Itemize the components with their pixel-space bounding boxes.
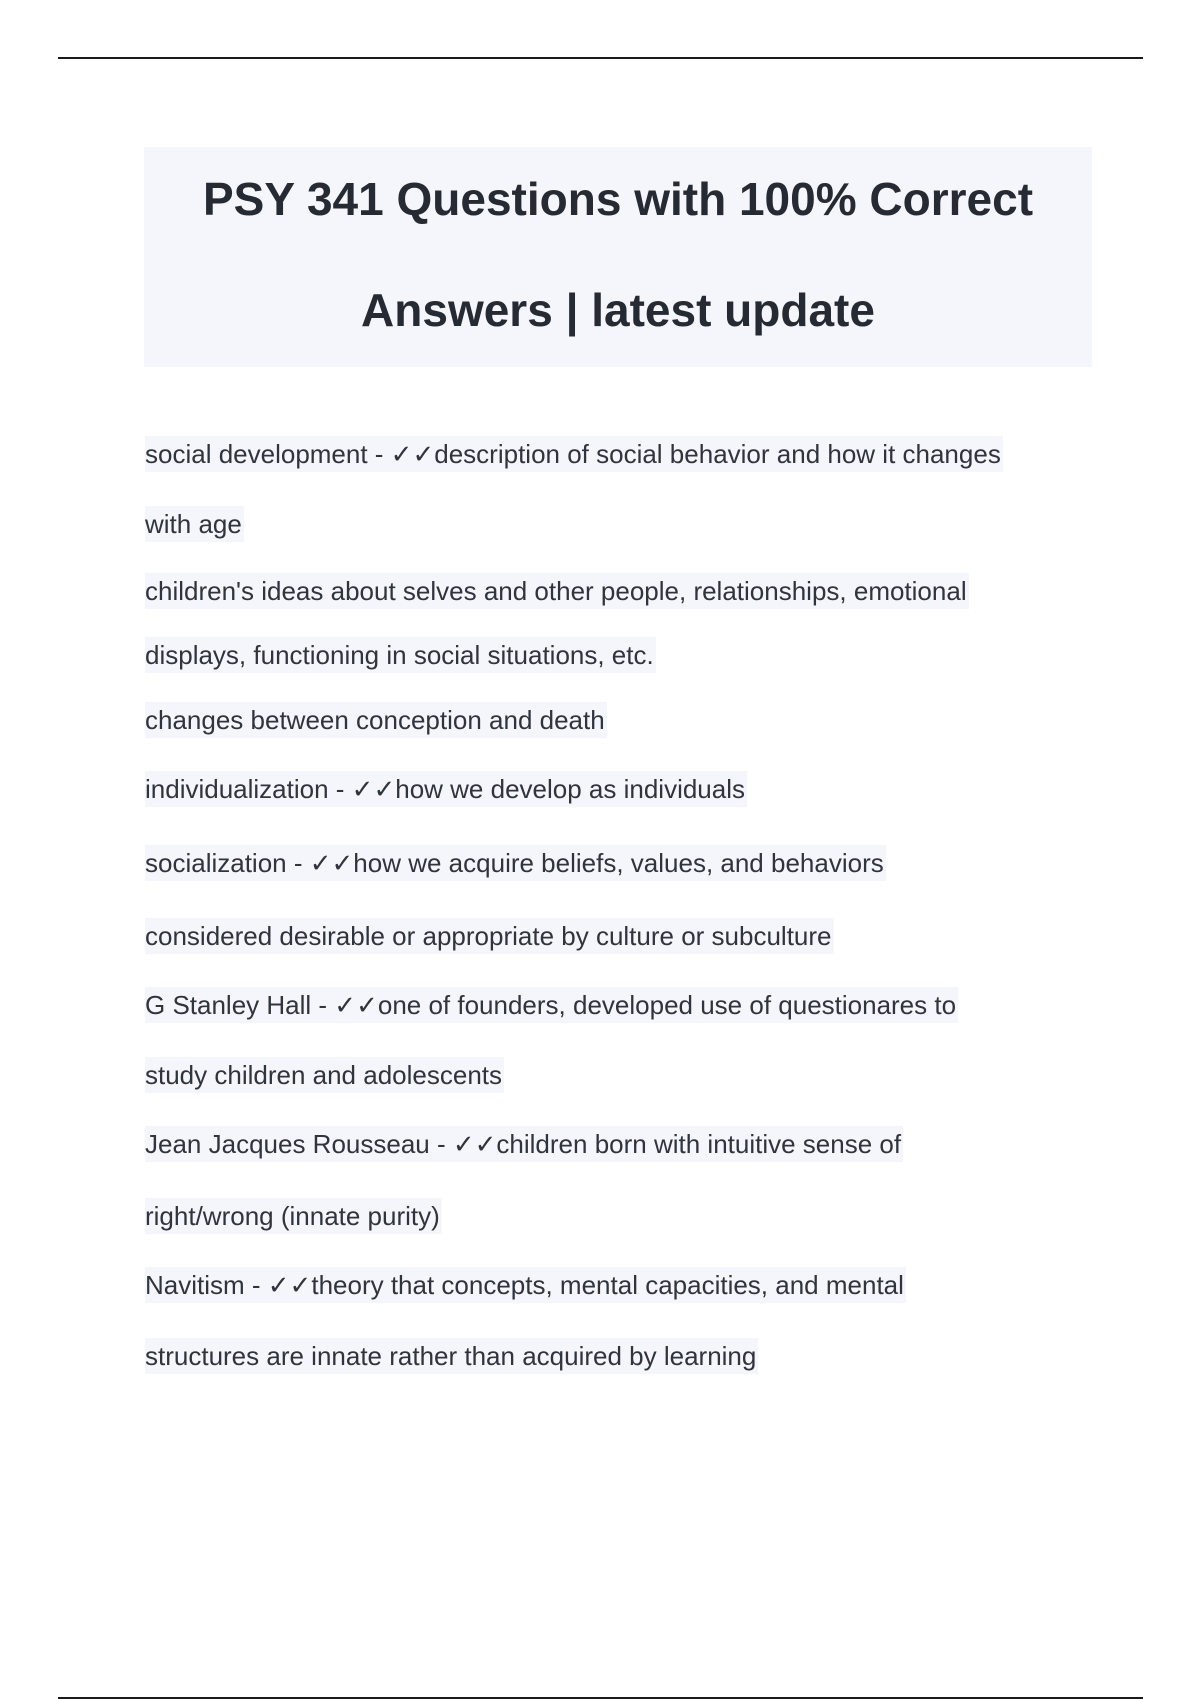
text-line-7: socialization - ✓✓how we acquire beliefs, values, and behaviors <box>145 845 886 881</box>
text-line-5: changes between conception and death <box>145 702 607 738</box>
header-rule <box>58 57 1143 59</box>
text-line-11: Jean Jacques Rousseau - ✓✓children born with intuitive sense of <box>145 1126 903 1162</box>
text-line-12: right/wrong (innate purity) <box>145 1198 442 1234</box>
document-title-line-1: PSY 341 Questions with 100% Correct <box>202 173 1034 225</box>
footer-rule <box>58 1697 1143 1699</box>
text-line-4: displays, functioning in social situations, etc. <box>145 637 656 673</box>
text-line-3: children's ideas about selves and other people, relationships, emotional <box>145 573 969 609</box>
text-line-2: with age <box>145 506 244 542</box>
text-line-8: considered desirable or appropriate by culture or subculture <box>145 918 834 954</box>
text-line-6: individualization - ✓✓how we develop as individuals <box>145 771 747 807</box>
text-line-9: G Stanley Hall - ✓✓one of founders, developed use of questionares to <box>145 987 958 1023</box>
document-title-line-2: Answers | latest update <box>361 284 875 336</box>
text-line-14: structures are innate rather than acquired by learning <box>145 1338 758 1374</box>
text-line-10: study children and adolescents <box>145 1057 504 1093</box>
text-line-1: social development - ✓✓description of social behavior and how it changes <box>145 436 1003 472</box>
text-line-13: Navitism - ✓✓theory that concepts, mental capacities, and mental <box>145 1267 906 1303</box>
document-title-block <box>144 147 1092 367</box>
